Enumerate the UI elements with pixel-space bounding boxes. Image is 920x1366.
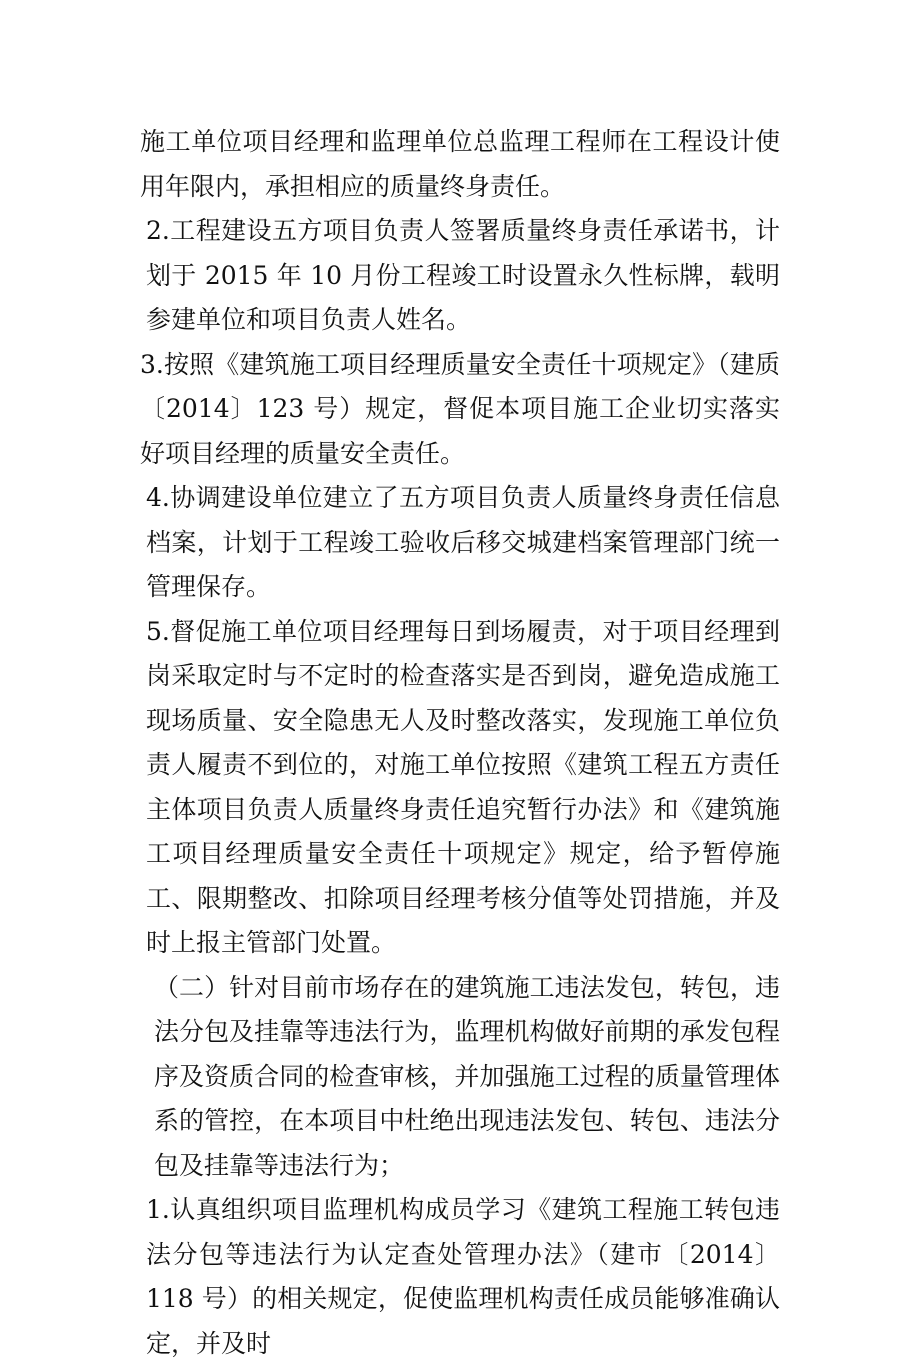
paragraph-7: 1.认真组织项目监理机构成员学习《建筑工程施工转包违法分包等违法行为认定查处管理办法》（建市〔2014〕118 号）的相关规定，促使监理机构责任成员能够准确认定，并及时 [146,1195,780,1358]
paragraph-2: 2.工程建设五方项目负责人签署质量终身责任承诺书，计划于 2015 年 10 月份工程竣工时设置永久性标牌，载明参建单位和项目负责人姓名。 [146,216,780,334]
paragraph-1: 施工单位项目经理和监理单位总监理工程师在工程设计使用年限内，承担相应的质量终身责任。 [140,127,780,201]
paragraph-3: 3.按照《建筑施工项目经理质量安全责任十项规定》（建质〔2014〕123 号）规定，督促本项目施工企业切实落实好项目经理的质量安全责任。 [140,349,780,468]
paragraph-5: 5.督促施工单位项目经理每日到场履责，对于项目经理到岗采取定时与不定时的检查落实是否到岗，避免造成施工现场质量、安全隐患无人及时整改落实，发现施工单位负责人履责不到位的，对施工单位按照《建筑工程五方责任主体项目负责人质量终身责任追究暂行办法》和《建筑施工项目经理质量安全责任十项规定》规定，给予暂停施工、限期整改、扣除项目经理考核分值等处罚措施，并及时上报主管部门处置。 [146,616,780,957]
paragraph-4: 4.协调建设单位建立了五方项目负责人质量终身责任信息档案，计划于工程竣工验收后移交城建档案管理部门统一管理保存。 [146,483,780,601]
paragraph-6: （二）针对目前市场存在的建筑施工违法发包，转包，违法分包及挂靠等违法行为，监理机构做好前期的承发包程序及资质合同的检查审核，并加强施工过程的质量管理体系的管控，在本项目中杜绝出现违法发包、转包、违法分包及挂靠等违法行为； [154,972,780,1180]
document-body [140,120,780,1366]
